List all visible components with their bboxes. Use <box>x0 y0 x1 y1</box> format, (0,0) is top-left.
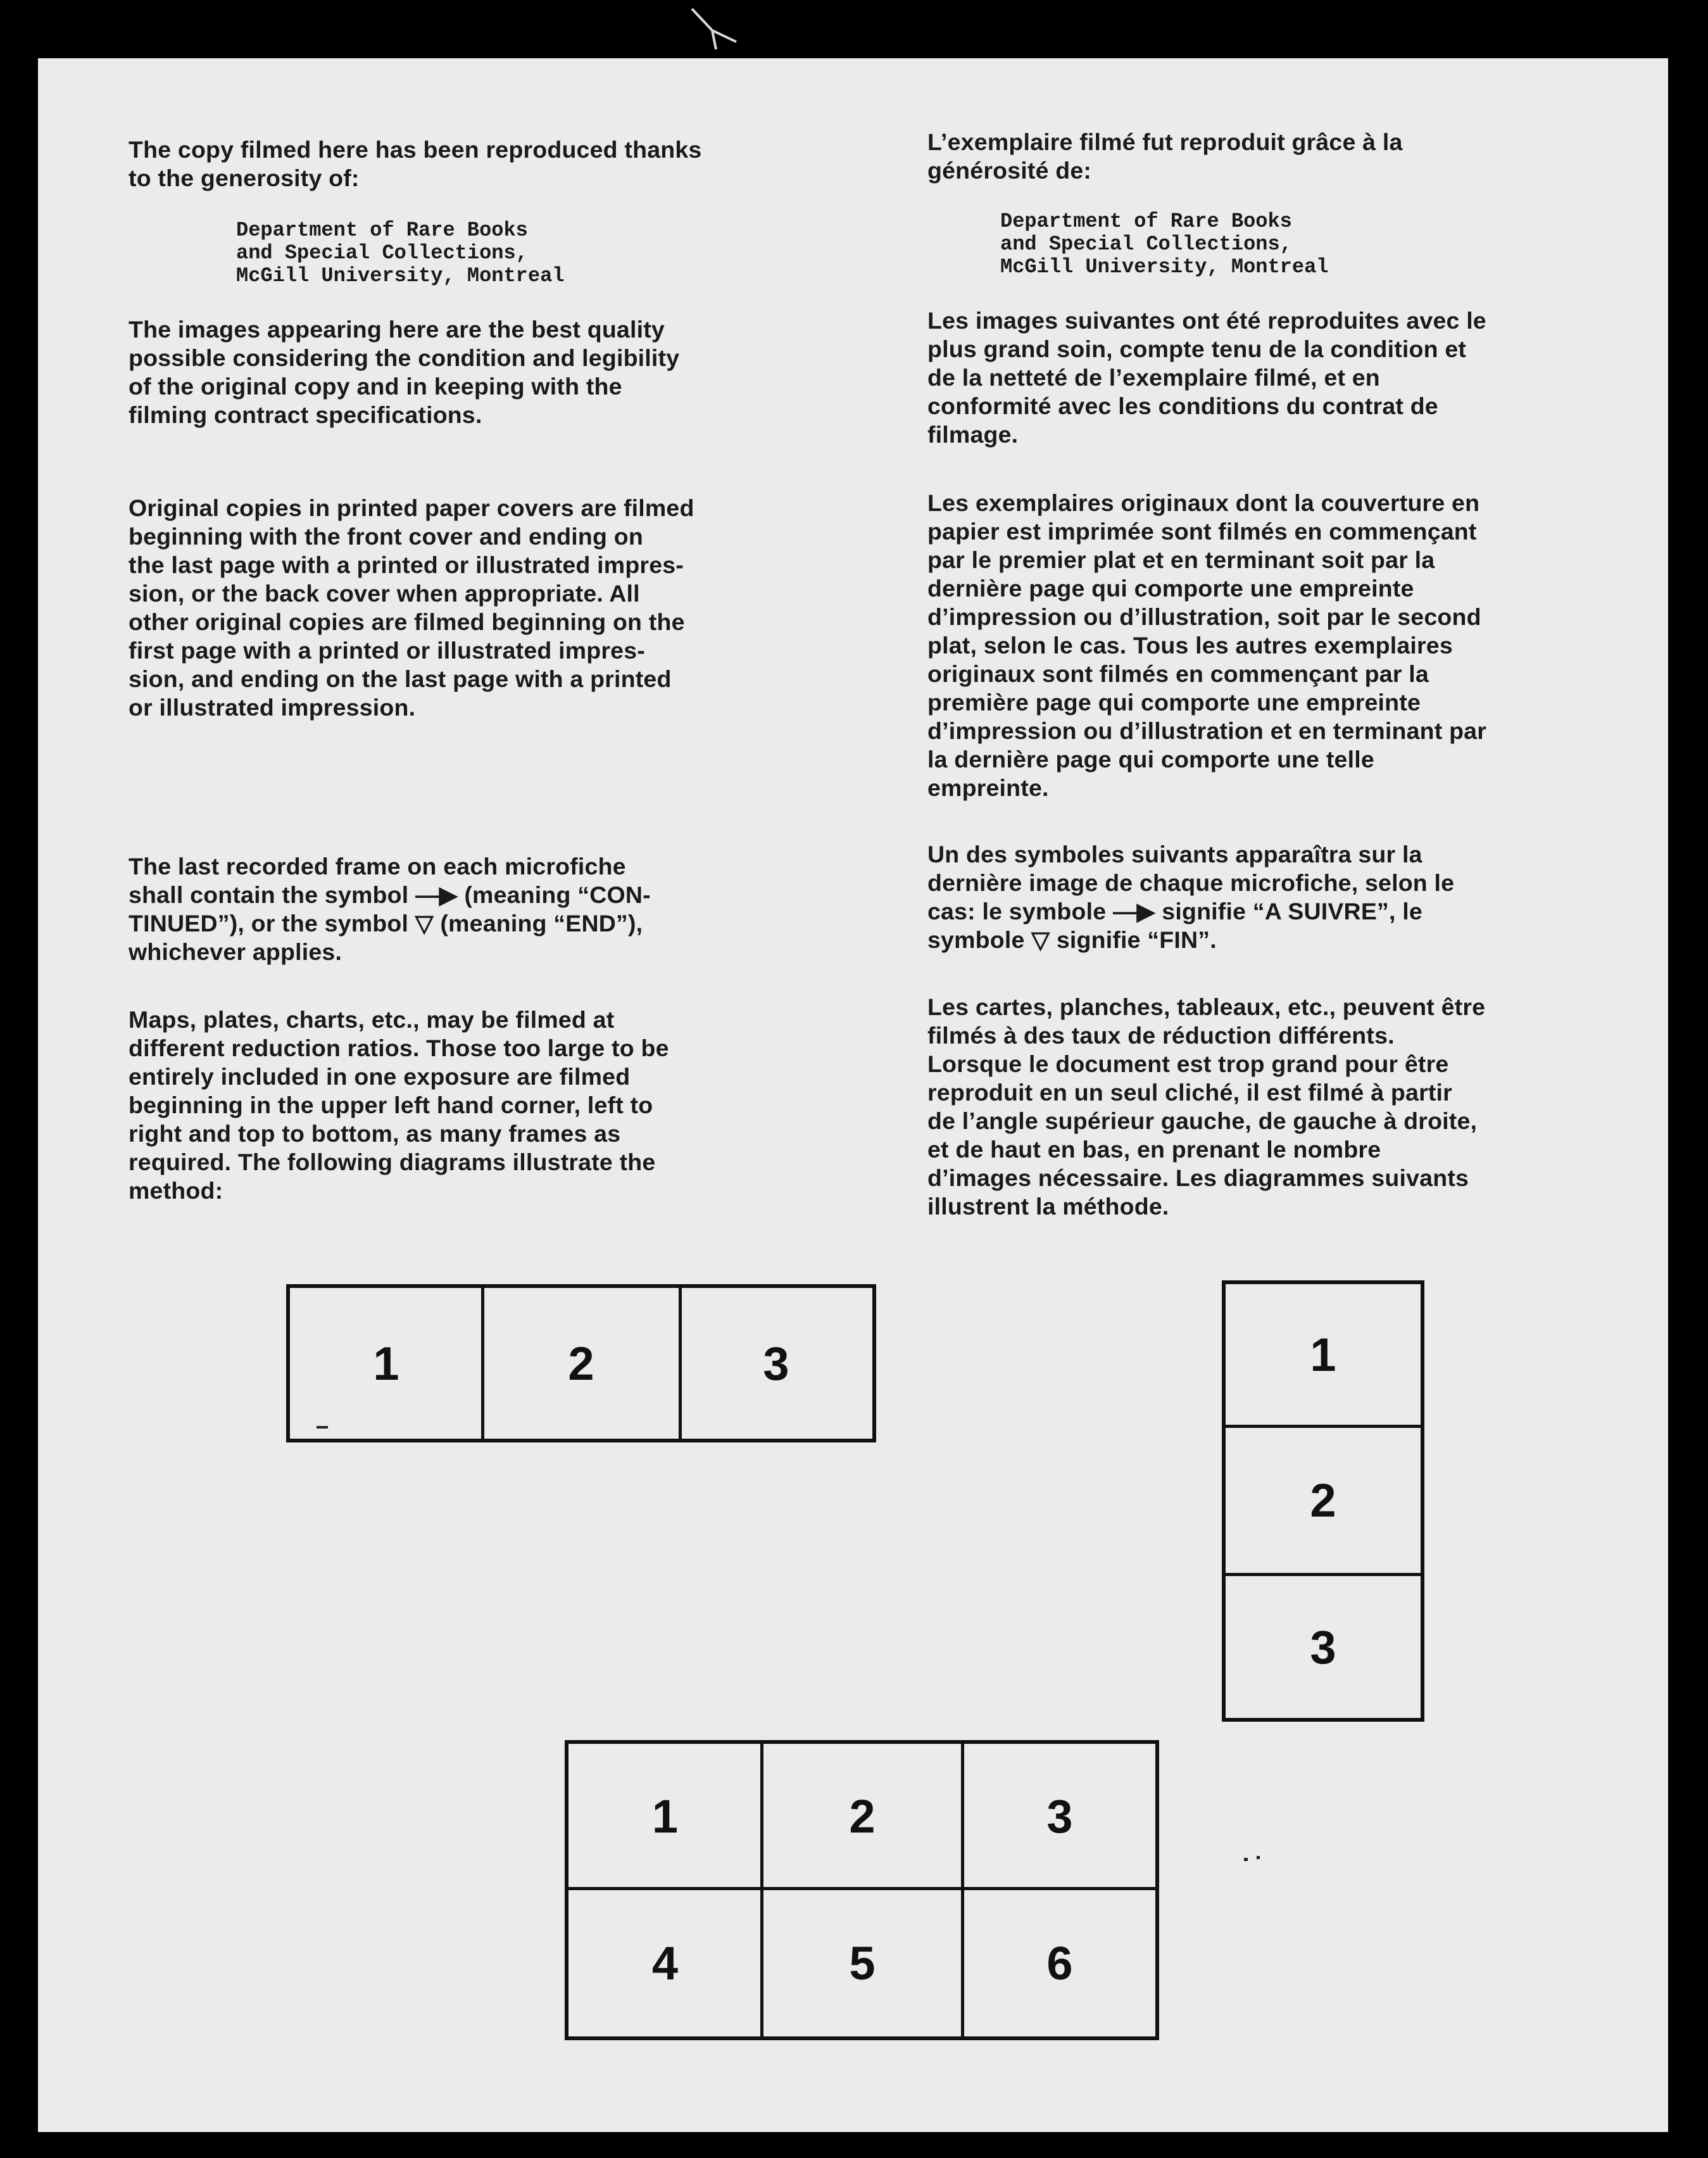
symbols-text-fr: Un des symboles suivants apparaîtra sur la dernière image de chaque microfiche, selon le cas: le symbole —▶ signifie “A SUIVRE”, le symbole ▽ signifie “FIN”. <box>927 841 1455 953</box>
symbols-text-en: The last recorded frame on each microfiche shall contain the symbol —▶ (meaning “CON- TINUED”), or the symbol ▽ (meaning “END”), whichever applies. <box>129 853 651 965</box>
quality-text-fr: Les images suivantes ont été reproduites avec le plus grand soin, compte tenu de la condition et de la netteté de l’exemplaire filmé, et en conformité avec les conditions du contrat de filmage. <box>927 307 1486 448</box>
film-scratch-mark <box>687 5 744 56</box>
frame-cell: 3 <box>763 1337 789 1390</box>
quality-text-en: The images appearing here are the best quality possible considering the condition and legibility of the original copy and in keeping with the filming contract specifications. <box>129 316 680 428</box>
intro-text-fr: L’exemplaire filmé fut reproduit grâce à la générosité de: <box>927 129 1403 184</box>
frame-cell: 2 <box>1310 1474 1336 1527</box>
originals-text-en: Original copies in printed paper covers are filmed beginning with the front cover and ending on the last page with a printed or illustrated impres- sion, or the back cover when appropriate. All other original copies are filmed beginning on the first page with a printed or illustrated impres- sion, and ending on the last page with a printed or illustrated impression. <box>129 495 694 721</box>
scan-speck <box>1244 1858 1248 1861</box>
frame-cell: 6 <box>1046 1937 1073 1990</box>
maps-text-en: Maps, plates, charts, etc., may be filmed at different reduction ratios. Those too large to be entirely included in one exposure are filmed beginning in the upper left hand corner, left to right and top to bottom, as many frames as required. The following diagrams illustrate the method: <box>129 1006 669 1204</box>
frame-cell: 4 <box>651 1937 679 1990</box>
frame-cell: 3 <box>1310 1620 1336 1674</box>
diagram-grid <box>565 1740 1159 2040</box>
frame-cell: 2 <box>568 1337 594 1390</box>
maps-text-fr: Les cartes, planches, tableaux, etc., peuvent être filmés à des taux de réduction différents. Lorsque le document est trop grand pour être reproduit en un seul cliché, il est filmé à partir de l’angle supérieur gauche, de gauche à droite, et de haut en bas, en prenant le nombre d’images nécessaire. Les diagrammes suivants illustrent la méthode. <box>927 994 1486 1220</box>
diagram-vertical <box>1222 1280 1424 1722</box>
frame-cell: 1 <box>651 1789 679 1843</box>
intro-text-en: The copy filmed here has been reproduced thanks to the generosity of: <box>129 136 702 191</box>
frame-cell: 1 <box>373 1337 399 1390</box>
originals-text-fr: Les exemplaires originaux dont la couverture en papier est imprimée sont filmés en commençant par le premier plat et en terminant soit par la dernière page qui comporte une empreinte d’impression ou d’illustration, soit par le second plat, selon le cas. Tous les autres exemplaires originaux sont filmés en commençant par la première page qui comporte une empreinte d’impression ou d’illustration et en terminant par la dernière page qui comporte une telle empreinte. <box>927 489 1487 801</box>
scan-speck <box>1257 1856 1260 1859</box>
institution-text-en: Department of Rare Books and Special Collections, McGill University, Montreal <box>236 218 565 287</box>
frame-cell: 5 <box>849 1937 876 1990</box>
diagram-horizontal <box>286 1284 876 1442</box>
filming-notice-page <box>38 58 1668 2132</box>
scan-speck <box>317 1426 328 1429</box>
frame-cell: 1 <box>1310 1328 1336 1381</box>
institution-text-fr: Department of Rare Books and Special Collections, McGill University, Montreal <box>1000 210 1329 279</box>
frame-cell: 3 <box>1046 1789 1073 1843</box>
frame-cell: 2 <box>849 1789 876 1843</box>
